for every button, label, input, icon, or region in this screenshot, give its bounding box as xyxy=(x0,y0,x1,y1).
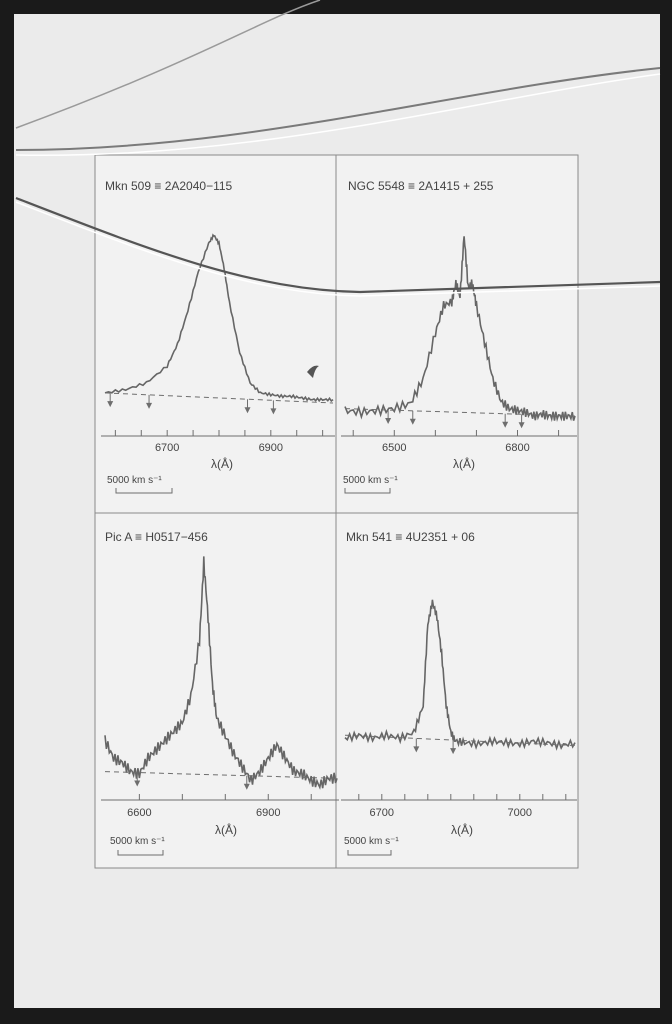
x-axis-label: λ(Å) xyxy=(215,823,237,837)
panel-title: NGC 5548 ≡ 2A1415 + 255 xyxy=(348,179,494,193)
x-tick-label: 6500 xyxy=(382,442,407,454)
x-tick-label: 6700 xyxy=(369,807,395,819)
velocity-scale-label: 5000 km s⁻¹ xyxy=(107,475,162,486)
velocity-scale-label: 5000 km s⁻¹ xyxy=(343,475,398,486)
x-axis-label: λ(Å) xyxy=(453,457,475,471)
x-axis-label: λ(Å) xyxy=(211,457,233,471)
x-axis-label: λ(Å) xyxy=(451,823,473,837)
velocity-scale-label: 5000 km s⁻¹ xyxy=(344,836,399,847)
velocity-scale-label: 5000 km s⁻¹ xyxy=(110,836,165,847)
x-tick-label: 6600 xyxy=(127,807,152,819)
panel-title: Mkn 509 ≡ 2A2040−115 xyxy=(105,179,233,193)
x-tick-label: 6900 xyxy=(256,807,281,819)
x-tick-label: 7000 xyxy=(507,807,533,819)
x-tick-label: 6900 xyxy=(258,442,284,454)
x-tick-label: 6800 xyxy=(505,442,530,454)
x-tick-label: 6700 xyxy=(154,442,180,454)
panel-title: Pic A ≡ H0517−456 xyxy=(105,530,208,544)
panel-title: Mkn 541 ≡ 4U2351 + 06 xyxy=(346,530,475,544)
